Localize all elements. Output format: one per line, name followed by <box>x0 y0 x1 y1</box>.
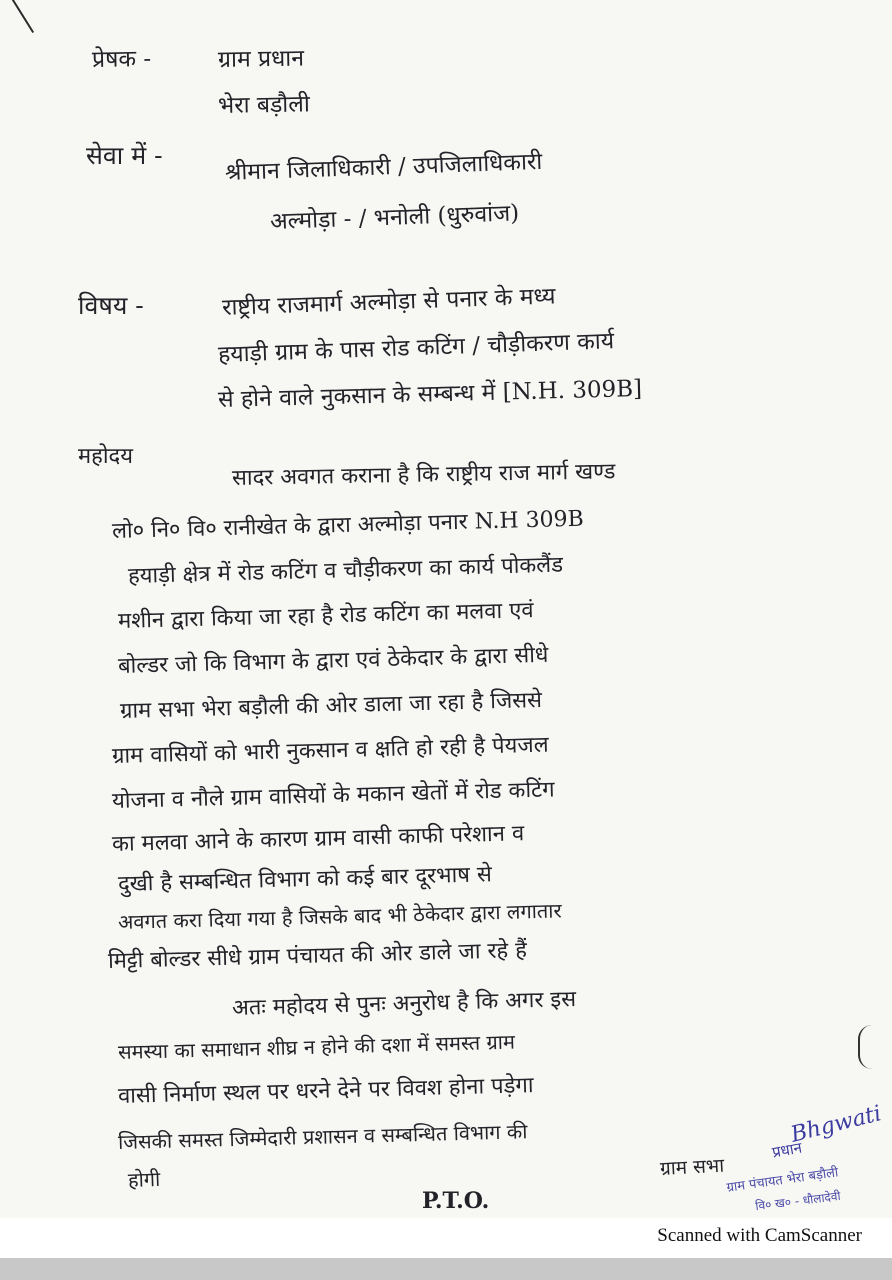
body-line: मिट्टी बोल्डर सीधे ग्राम पंचायत की ओर डाले जा रहे हैं <box>107 938 528 974</box>
pen-stroke-mark <box>8 0 34 33</box>
body-line: होगी <box>127 1166 161 1192</box>
salutation: महोदय <box>78 444 133 469</box>
body-line: अतः महोदय से पुनः अनुरोध है कि अगर इस <box>231 986 577 1021</box>
recipient-place: अल्मोड़ा - / भनोली (धुरुवांज) <box>269 200 520 235</box>
margin-bracket-mark <box>858 1025 874 1069</box>
body-line: वासी निर्माण स्थल पर धरने देने पर विवश होना पड़ेगा <box>117 1073 534 1109</box>
signature-role: प्रधान <box>770 1138 804 1162</box>
camscanner-watermark: Scanned with CamScanner <box>657 1225 862 1246</box>
pradhan-signature: Bhgwati <box>788 1101 884 1148</box>
closing-title: ग्राम सभा <box>659 1154 725 1180</box>
body-line: जिसकी समस्त जिम्मेदारी प्रशासन व सम्बन्धित विभाग की <box>117 1119 528 1154</box>
body-line: समस्या का समाधान शीघ्र न होने की दशा में समस्त ग्राम <box>117 1029 516 1064</box>
body-line: दुखी है सम्बन्धित विभाग को कई बार दूरभाष से <box>117 862 493 897</box>
body-line: का मलवा आने के कारण ग्राम वासी काफी परेशान व <box>111 821 525 857</box>
panchayat-stamp-line: वि० ख० - धौलादेवी <box>754 1188 842 1214</box>
body-line: ग्राम सभा भेरा बड़ौली की ओर डाला जा रहा है जिससे <box>119 687 543 724</box>
subject-line: से होने वाले नुकसान के सम्बन्ध में [N.H. 309B] <box>217 375 643 413</box>
recipient-officer: श्रीमान जिलाधिकारी / उपजिलाधिकारी <box>224 148 543 186</box>
body-line: योजना व नौले ग्राम वासियों के मकान खेतों में रोड कटिंग <box>111 777 555 814</box>
panchayat-stamp-line: ग्राम पंचायत भेरा बड़ौली <box>725 1165 840 1196</box>
sender-label: प्रेषक - <box>91 45 152 73</box>
body-line: सादर अवगत कराना है कि राष्ट्रीय राज मार्ग खण्ड <box>231 459 616 491</box>
sender-village: भेरा बड़ौली <box>217 91 311 119</box>
body-line: अवगत करा दिया गया है जिसके बाद भी ठेकेदार द्वारा लगातार <box>117 898 562 934</box>
subject-line: हयाड़ी ग्राम के पास रोड कटिंग / चौड़ीकरण कार्य <box>217 328 615 368</box>
subject-label: विषय - <box>78 291 144 320</box>
recipient-label: सेवा में - <box>86 141 163 170</box>
sender-name: ग्राम प्रधान <box>217 45 305 73</box>
pto-mark: P.T.O. <box>422 1188 490 1214</box>
body-line: मशीन द्वारा किया जा रहा है रोड कटिंग का मलवा एवं <box>117 598 534 634</box>
body-line: हयाड़ी क्षेत्र में रोड कटिंग व चौड़ीकरण का कार्य पोकलैंड <box>127 552 564 589</box>
subject-line: राष्ट्रीय राजमार्ग अल्मोड़ा से पनार के मध्य <box>221 283 556 321</box>
body-line: ग्राम वासियों को भारी नुकसान व क्षति हो रही है पेयजल <box>111 732 549 769</box>
body-line: लो० नि० वि० रानीखेत के द्वारा अल्मोड़ा पनार N.H 309B <box>111 506 585 544</box>
bottom-margin-bar <box>0 1258 892 1280</box>
body-line: बोल्डर जो कि विभाग के द्वारा एवं ठेकेदार के द्वारा सीधे <box>117 642 549 679</box>
